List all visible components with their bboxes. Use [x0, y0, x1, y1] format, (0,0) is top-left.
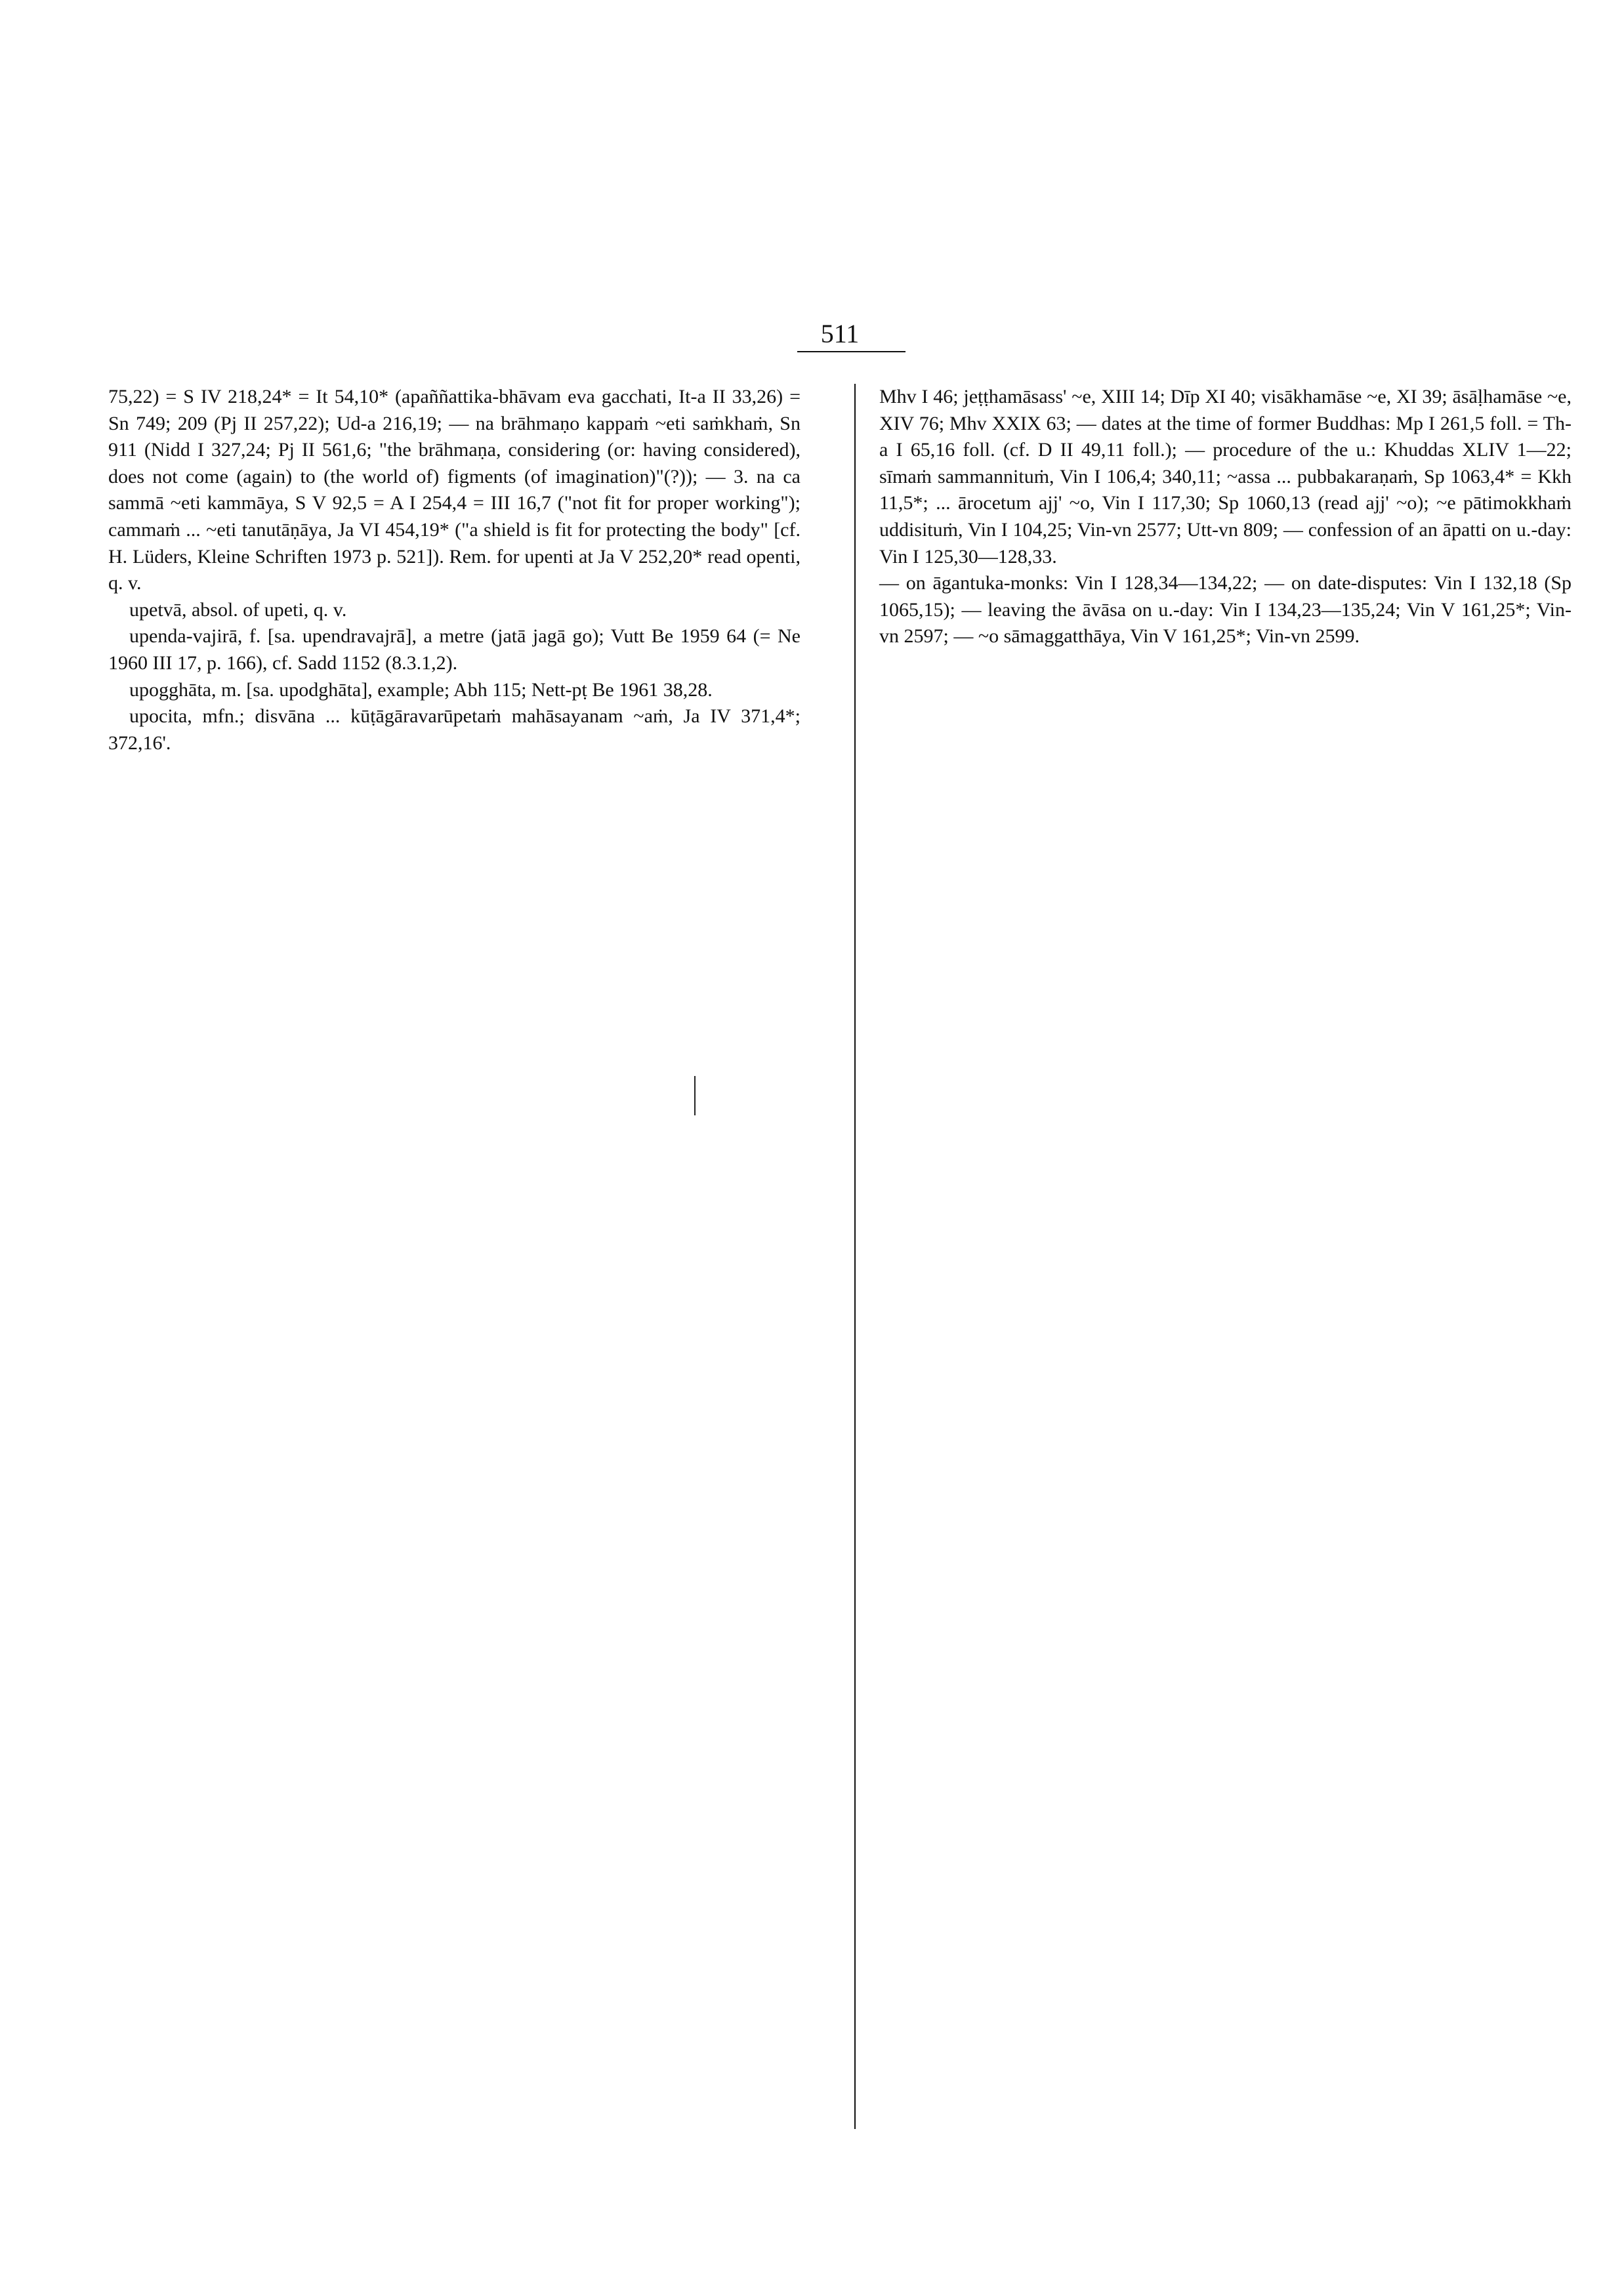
- header-rule: [797, 351, 906, 352]
- column-divider: [854, 384, 856, 2129]
- dictionary-entry: 75,22) = S IV 218,24* = It 54,10* (apaññattika-bhāvam eva gacchati, It-a II 33,26) = Sn 749; 209 (Pj II 257,22); Ud-a 216,19; — na brāhmaṇo kappaṁ ~eti saṁkhaṁ, Sn 911 (Nidd I 327,24; Pj II 561,6; "the brāhmaṇa, considering (or: having considered), does not come (again) to (the world of) figments (of imagination)"(?)); — 3. na ca sammā ~eti kammāya, S V 92,5 = A I 254,4 = III 16,7 ("not fit for proper working"); cammaṁ ... ~eti tanutāṇāya, Ja VI 454,19* ("a shield is fit for protecting the body" [cf. H. Lüders, Kleine Schriften 1973 p. 521]). Rem. for upenti at Ja V 252,20* read openti, q. v.: [108, 386, 801, 594]
- page-number: 511: [820, 319, 860, 348]
- dictionary-entry: upenda-vajirā, f. [sa. upendravajrā], a metre (jatā jagā go); Vutt Be 1959 64 (= Ne 1960 III 17, p. 166), cf. Sadd 1152 (8.3.1,2).: [108, 625, 801, 674]
- left-column: [108, 384, 801, 756]
- right-column: [879, 384, 1572, 650]
- dictionary-entry: — on āgantuka-monks: Vin I 128,34—134,22; — on date-disputes: Vin I 132,18 (Sp 1065,15); — leaving the āvāsa on u.-day: Vin I 134,23—135,24; Vin V 161,25*; Vin-vn 2597; — ~o sāmaggatthāya, Vin V 161,25*; Vin-vn 2599.: [879, 572, 1572, 648]
- dictionary-entry: Mhv I 46; jeṭṭhamāsass' ~e, XIII 14; Dīp XI 40; visākhamāse ~e, XI 39; āsāḷhamāse ~e, XIV 76; Mhv XXIX 63; — dates at the time of former Buddhas: Mp I 261,5 foll. = Th-a I 65,16 foll. (cf. D II 49,11 foll.); — procedure of the u.: Khuddas XLIV 1—22; sīmaṁ sammannituṁ, Vin I 106,4; 340,11; ~assa ... pubbakaraṇaṁ, Sp 1063,4* = Kkh 11,5*; ... ārocetum ajj' ~o, Vin I 117,30; Sp 1060,13 (read ajj' ~o); ~e pātimokkhaṁ uddisituṁ, Vin I 104,25; Vin-vn 2577; Utt-vn 809; — confession of an āpatti on u.-day: Vin I 125,30—128,33.: [879, 386, 1572, 568]
- dictionary-entry: upetvā, absol. of upeti, q. v.: [129, 598, 347, 621]
- dictionary-entry: upocita, mfn.; disvāna ... kūṭāgāravarūpetaṁ mahāsayanam ~aṁ, Ja IV 371,4*; 372,16'.: [108, 705, 801, 754]
- dictionary-entry: upogghāta, m. [sa. upodghāta], example; Abh 115; Nett-pṭ Be 1961 38,28.: [129, 678, 713, 701]
- margin-mark: [694, 1076, 696, 1115]
